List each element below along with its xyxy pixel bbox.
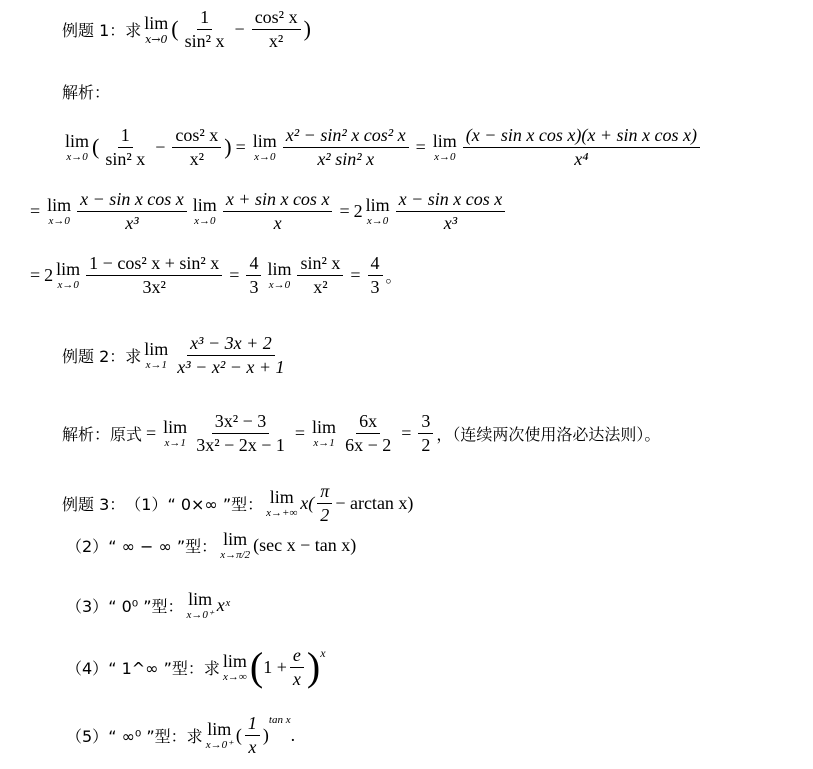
fraction: $\frac{\text{sin² x}}{\text{x²}}$ bbox=[297, 254, 343, 297]
fraction: $\frac{1}{\text{sin² x}}$ bbox=[184, 7, 225, 51]
example-3-item-3: （3） “ 0⁰ ”型： lim x→0⁺ xˣ bbox=[66, 589, 230, 621]
fraction: $\frac{\text{cos² x}}{\text{x²}}$ bbox=[172, 126, 221, 169]
example-2: 例题 2：求 lim x→1 $\frac{\text{x³ − 3x + 2}}{\text{x³ − x² − x + 1}}$ bbox=[62, 334, 291, 377]
fraction: $\frac{\text{x − sin x cos x}}{\text{x³}}$ bbox=[396, 190, 506, 233]
analysis-label: 解析： bbox=[62, 83, 111, 102]
example-3-item-1: 例题 3： （1） “ 0×∞ ”型： lim x→+∞ x( $\frac{\pi}{2}$ − arctan x) bbox=[62, 481, 414, 525]
fraction: $\frac{\pi}{2}$ bbox=[317, 482, 332, 525]
fraction: $\frac{\text{x + sin x cos x}}{x}$ bbox=[223, 190, 333, 233]
solution-step-3: = 2 lim x→0 $\frac{\text{1 − cos² x + sin² x}}{\text{3x²}}$ = $\frac{4}{3}$ lim x→0 $\frac{\text{sin² x}}{\text{x²}}$ = $\frac{4}{3}$ 。 bbox=[30, 253, 402, 297]
fraction: $\frac{6x}{6x - 2}$ bbox=[345, 411, 392, 455]
fraction: $\frac{4}{3}$ bbox=[246, 254, 261, 297]
solution-step-1: lim x→0 ( $\frac{1}{\text{sin² x}}$ − $\frac{\text{cos² x}}{\text{x²}}$ ) = lim x→0 $\frac{\text{x² − sin² x cos² x}}{\text{x² sin² x}}$ = lim x→0 $\frac{\text{(x − sin x cos x)(x + sin x cos x)}}{\text{x⁴}}$ bbox=[62, 126, 703, 169]
limit-operator: lim x→0 bbox=[144, 12, 169, 46]
fraction: $\frac{1}{\text{sin² x}}$ bbox=[105, 125, 146, 169]
example-1-label: 例题 1：求 bbox=[62, 20, 142, 40]
fraction: $\frac{\text{x³ − 3x + 2}}{\text{x³ − x² − x + 1}}$ bbox=[177, 333, 285, 377]
fraction: $\frac{\text{x − sin x cos x}}{\text{x³}}$ bbox=[77, 190, 187, 233]
example-3-item-5: （5） “ ∞⁰ ”型：求 lim x→0⁺ ( $\frac{1}{x}$ ) tan x . bbox=[66, 713, 296, 757]
fraction: $\frac{\text{(x − sin x cos x)(x + sin x cos x)}}{\text{x⁴}}$ bbox=[463, 126, 700, 169]
example-1: 例题 1：求 lim x→0 ( $\frac{1}{\text{sin² x}}$ − $\frac{\text{cos² x}}{\text{x²}}$ ) bbox=[62, 7, 311, 51]
solution-step-2: = lim x→0 $\frac{\text{x − sin x cos x}}{\text{x³}}$ lim x→0 $\frac{\text{x + sin x cos x}}{x}$ = 2 lim x→0 $\frac{\text{x − sin x cos x}}{\text{x³}}$ bbox=[26, 190, 508, 233]
example-3-item-4: （4） “ 1^∞ ”型：求 lim x→∞ ( 1 + $\frac{e}{x}$ ) x bbox=[66, 644, 326, 690]
fraction: $\frac{\text{1 − cos² x + sin² x}}{\text{3x²}}$ bbox=[86, 254, 222, 297]
fraction: $\frac{\text{x² − sin² x cos² x}}{\text{x² sin² x}}$ bbox=[283, 126, 409, 169]
fraction: $\frac{1}{x}$ bbox=[245, 714, 260, 757]
fraction: $\frac{e}{x}$ bbox=[290, 646, 304, 689]
example-3-item-2: （2） “ ∞ − ∞ ”型： lim x→π/2 (sec x − tan x) bbox=[66, 529, 357, 561]
fraction: $\frac{\text{cos² x}}{\text{x²}}$ bbox=[252, 8, 301, 51]
example-3-label: 例题 3： bbox=[62, 494, 126, 514]
example-2-label: 例题 2：求 bbox=[62, 346, 142, 366]
example-2-solution: 解析：原式 = lim x→1 $\frac{\text{3x² − 3}}{\text{3x² − 2x − 1}}$ = lim x→1 $\frac{6x}{6x - 2}$ = $\frac{3}{2}$ ，（连续两次使用洛必达法则）。 bbox=[62, 411, 661, 455]
fraction: $\frac{3}{2}$ bbox=[418, 412, 433, 455]
fraction: $\frac{4}{3}$ bbox=[368, 254, 383, 297]
fraction: $\frac{\text{3x² − 3}}{\text{3x² − 2x − 1}}$ bbox=[196, 411, 285, 455]
